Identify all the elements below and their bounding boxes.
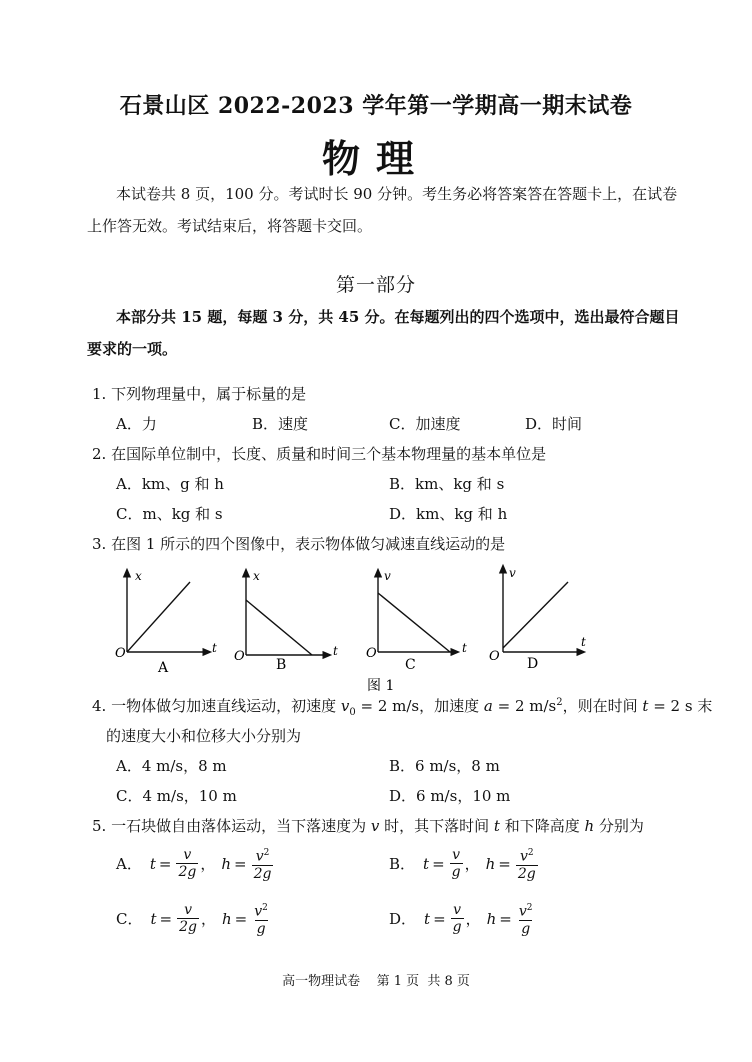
graph-d-origin: O — [489, 649, 500, 664]
graph-b-origin: O — [234, 649, 245, 664]
figure-1 — [0, 560, 752, 700]
graph-b-x-label: t — [333, 644, 338, 658]
graph-d-label: D — [527, 656, 539, 672]
q1-option-d: D．时间 — [525, 415, 583, 433]
graph-d — [489, 566, 586, 672]
exam-title: 石景山区 2022-2023 学年第一学期高一期末试卷 — [119, 93, 633, 119]
part-intro-line-2: 要求的一项。 — [87, 340, 178, 358]
graph-b-label: B — [276, 657, 287, 673]
graph-a-x-label: t — [212, 641, 217, 655]
q4-option-a: A．4 m/s，8 m — [116, 757, 227, 775]
q1-option-b: B．速度 — [252, 415, 309, 433]
q5-option-d: D． t = $\frac{v}{g}$ ， h = $\frac{v^2}{g}$ — [389, 901, 533, 937]
graph-d-y-label: v — [509, 566, 516, 580]
q5-option-b: B． t = $\frac{v}{g}$ ， h = $\frac{v^2}{2g}$ — [389, 846, 536, 882]
graph-d-x-label: t — [581, 635, 586, 649]
q3-stem: 3. 在图 1 所示的四个图像中，表示物体做匀减速直线运动的是 — [92, 535, 506, 553]
q2-option-d: D．km、kg 和 h — [389, 505, 508, 523]
q1-option-c: C．加速度 — [389, 415, 461, 433]
graph-b-y-label: x — [253, 569, 260, 583]
q1-option-a: A．力 — [116, 415, 157, 433]
graph-c-origin: O — [366, 646, 377, 661]
graph-d-line — [503, 582, 568, 648]
graph-c-label: C — [405, 657, 416, 673]
q4-option-b: B．6 m/s，8 m — [389, 757, 500, 775]
graph-a-line — [127, 582, 190, 652]
instructions-line-1: 本试卷共 8 页，100 分。考试时长 90 分钟。考生务必将答案答在答题卡上，在试卷 — [116, 185, 678, 203]
graph-a-label: A — [158, 660, 169, 676]
graph-c-x-label: t — [462, 641, 467, 655]
q4-option-d: D．6 m/s，10 m — [389, 787, 511, 805]
graph-b-line — [246, 600, 312, 655]
graph-a-y-label: x — [135, 569, 142, 583]
part-intro-line-1: 本部分共 15 题，每题 3 分，共 45 分。在每题列出的四个选项中，选出最符合题目 — [116, 308, 680, 326]
page-footer: 高一物理试卷 第 1 页 共 8 页 — [282, 974, 470, 989]
q2-option-c: C．m、kg 和 s — [116, 505, 223, 523]
graph-c — [366, 569, 467, 673]
instructions-line-2: 上作答无效。考试结束后，将答题卡交回。 — [87, 217, 373, 235]
q1-stem: 1. 下列物理量中，属于标量的是 — [92, 385, 307, 403]
q5-stem: 5. 一石块做自由落体运动，当下落速度为 v 时，其下落时间 t 和下降高度 h 分别为 — [92, 817, 644, 835]
q4-stem-line-1: 4. 一物体做匀加速直线运动，初速度 $v_0 = 2$ m/s，加速度 a = 2 $m/s^2$，则在时间 t = 2 s 末 — [92, 697, 713, 718]
subject-title: 物理 — [321, 136, 430, 181]
graph-a — [115, 569, 217, 676]
part-title: 第一部分 — [335, 274, 416, 296]
q4-stem-line-2: 的速度大小和位移大小分别为 — [106, 727, 302, 745]
q5-option-c: C． t = $\frac{v}{2g}$ ， h = $\frac{v^2}{g}$ — [116, 901, 268, 937]
graph-c-y-label: v — [384, 569, 391, 583]
graph-c-line — [378, 593, 450, 652]
q2-option-a: A．km、g 和 h — [116, 475, 224, 493]
graph-b — [234, 569, 338, 673]
q5-option-a: A． t = $\frac{v}{2g}$ ， h = $\frac{v^2}{2g}$ — [116, 846, 272, 882]
q4-option-c: C．4 m/s，10 m — [116, 787, 237, 805]
q2-option-b: B．km、kg 和 s — [389, 475, 505, 493]
figure-caption: 图 1 — [367, 678, 395, 694]
graph-a-origin: O — [115, 646, 126, 661]
q2-stem: 2. 在国际单位制中，长度、质量和时间三个基本物理量的基本单位是 — [92, 445, 547, 463]
